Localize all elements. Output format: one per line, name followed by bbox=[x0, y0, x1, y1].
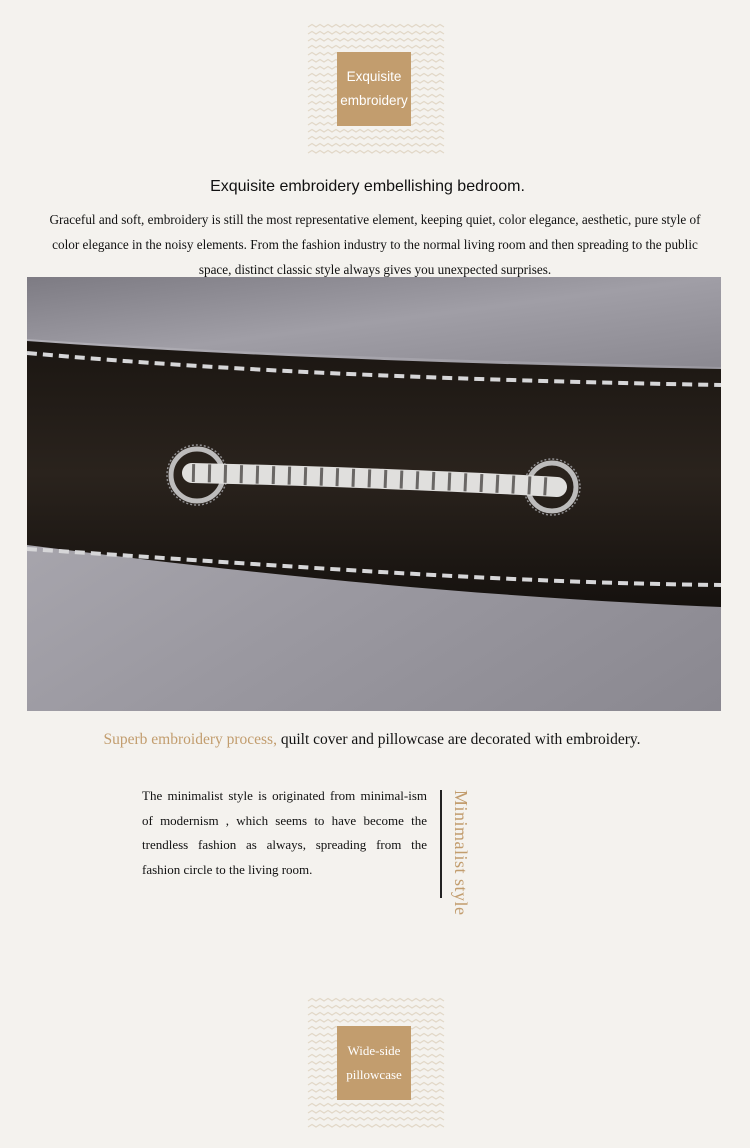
wave-line bbox=[308, 151, 444, 154]
caption-accent: Superb embroidery process, bbox=[103, 731, 277, 748]
wave-line bbox=[308, 46, 444, 49]
wave-line bbox=[308, 144, 444, 147]
embroidery-product-photo bbox=[27, 277, 721, 711]
section-badge-block-2 bbox=[308, 997, 439, 1131]
wave-line bbox=[308, 39, 444, 42]
wave-line bbox=[308, 25, 444, 28]
vertical-divider bbox=[440, 790, 442, 898]
badge-line-1: Wide-side bbox=[347, 1043, 401, 1058]
wave-line bbox=[308, 1006, 444, 1009]
section-headline: Exquisite embroidery embellishing bedroom. bbox=[210, 178, 525, 195]
wave-line bbox=[308, 1111, 444, 1114]
section-badge-block-1 bbox=[308, 23, 439, 157]
photo-caption bbox=[0, 731, 744, 749]
wave-line bbox=[308, 137, 444, 140]
section-badge-pillowcase bbox=[337, 1026, 411, 1100]
wave-line bbox=[308, 1104, 444, 1107]
badge-line-2: embroidery bbox=[340, 93, 408, 108]
wave-line bbox=[308, 1020, 444, 1023]
wave-line bbox=[308, 999, 444, 1002]
badge-line-1: Exquisite bbox=[346, 69, 402, 84]
wave-line bbox=[308, 130, 444, 133]
wave-line bbox=[308, 1118, 444, 1121]
minimalist-body-text: The minimalist style is originated from minimal-ism of modernism , which seems to have become the trendless fashion as always, spreading from the fashion circle to the living room. bbox=[142, 788, 427, 877]
badge-line-2: pillowcase bbox=[346, 1067, 402, 1082]
wave-line bbox=[308, 1125, 444, 1128]
section-badge-embroidery bbox=[337, 52, 411, 126]
wave-line bbox=[308, 1013, 444, 1016]
minimalist-vertical-title: Minimalist style bbox=[451, 790, 471, 916]
wave-line bbox=[308, 32, 444, 35]
section-description: Graceful and soft, embroidery is still the most representative element, keeping quiet, color elegance, aesthetic, pure style of color elegance in the noisy elements. From the fashion industry to the normal living room and then spreading to the public space, distinct classic style always gives you unexpected surprises. bbox=[49, 212, 701, 277]
caption-rest: quilt cover and pillowcase are decorated with embroidery. bbox=[276, 731, 641, 748]
